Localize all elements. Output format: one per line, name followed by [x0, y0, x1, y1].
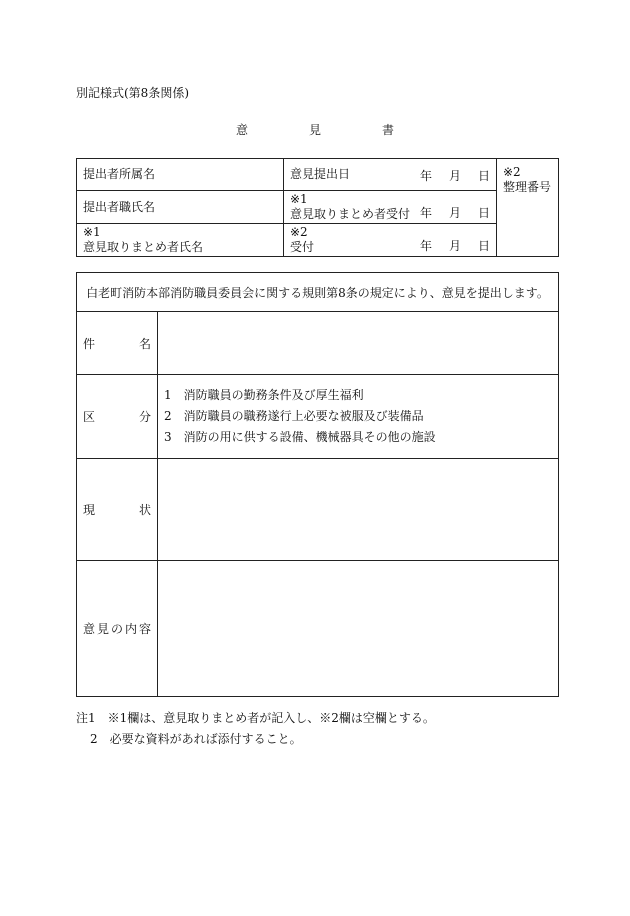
form-reference: 別記様式(第8条関係)	[76, 86, 189, 100]
received-cell[interactable]	[284, 224, 497, 257]
title-char: 見	[309, 123, 322, 137]
opinion-label: 意 見 の 内 容	[83, 622, 151, 636]
submitter-title-label: 提出者職氏名	[83, 199, 156, 214]
status-input[interactable]	[158, 459, 559, 561]
intro-statement: 白老町消防本部消防職員委員会に関する規則第8条の規定により、意見を提出します。	[77, 273, 559, 312]
submitter-affiliation-label: 提出者所属名	[83, 167, 156, 181]
category-label: 区 分	[83, 410, 151, 424]
compiler-name-cell[interactable]	[77, 224, 284, 257]
date-ymd: 年 月 日	[420, 206, 490, 220]
date-ymd: 年 月 日	[420, 239, 490, 253]
subject-label-cell	[77, 312, 158, 375]
reference-number-label: 整理番号	[503, 180, 552, 194]
subject-input[interactable]	[158, 312, 559, 375]
mark-1: ※1	[83, 225, 101, 239]
mark-1: ※1	[290, 192, 308, 206]
opinion-label-cell	[77, 561, 158, 697]
title-char: 意	[236, 123, 249, 137]
category-option-2[interactable]: 2 消防職員の職務遂行上必要な被服及び装備品	[164, 409, 424, 423]
category-options-cell[interactable]	[158, 375, 559, 459]
compiler-name-label: 意見取りまとめ者氏名	[83, 240, 204, 254]
reference-number-block	[497, 159, 558, 195]
category-label-cell	[77, 375, 158, 459]
submission-date-label: 意見提出日	[290, 167, 351, 181]
category-option-1[interactable]: 1 消防職員の勤務条件及び厚生福利	[164, 388, 364, 402]
category-option-3[interactable]: 3 消防の用に供する設備、機械器具その他の施設	[164, 430, 436, 444]
title-char: 書	[382, 123, 395, 137]
submission-date-cell[interactable]	[284, 159, 497, 191]
notes	[76, 708, 435, 750]
compiler-received-label: 意見取りまとめ者受付	[290, 207, 411, 221]
compiler-received-cell[interactable]	[284, 191, 497, 224]
mark-2: ※2	[290, 225, 308, 239]
opinion-table	[76, 272, 559, 697]
opinion-input[interactable]	[158, 561, 559, 697]
received-label: 受付	[290, 240, 315, 254]
note-1: 注1 ※1欄は、意見取りまとめ者が記入し、※2欄は空欄とする。	[76, 711, 435, 725]
status-label-cell	[77, 459, 158, 561]
note-2: 2 必要な資料があれば添付すること。	[90, 732, 302, 746]
mark-2: ※2	[503, 165, 521, 179]
submitter-title-cell[interactable]	[77, 191, 284, 224]
header-table	[76, 158, 559, 257]
category-options	[158, 385, 558, 448]
status-label: 現 状	[83, 503, 151, 517]
submitter-affiliation-cell[interactable]	[77, 159, 284, 191]
reference-number-cell[interactable]	[497, 159, 559, 257]
subject-label: 件 名	[83, 336, 151, 351]
date-ymd: 年 月 日	[420, 169, 490, 183]
compiler-name-block	[77, 225, 283, 255]
